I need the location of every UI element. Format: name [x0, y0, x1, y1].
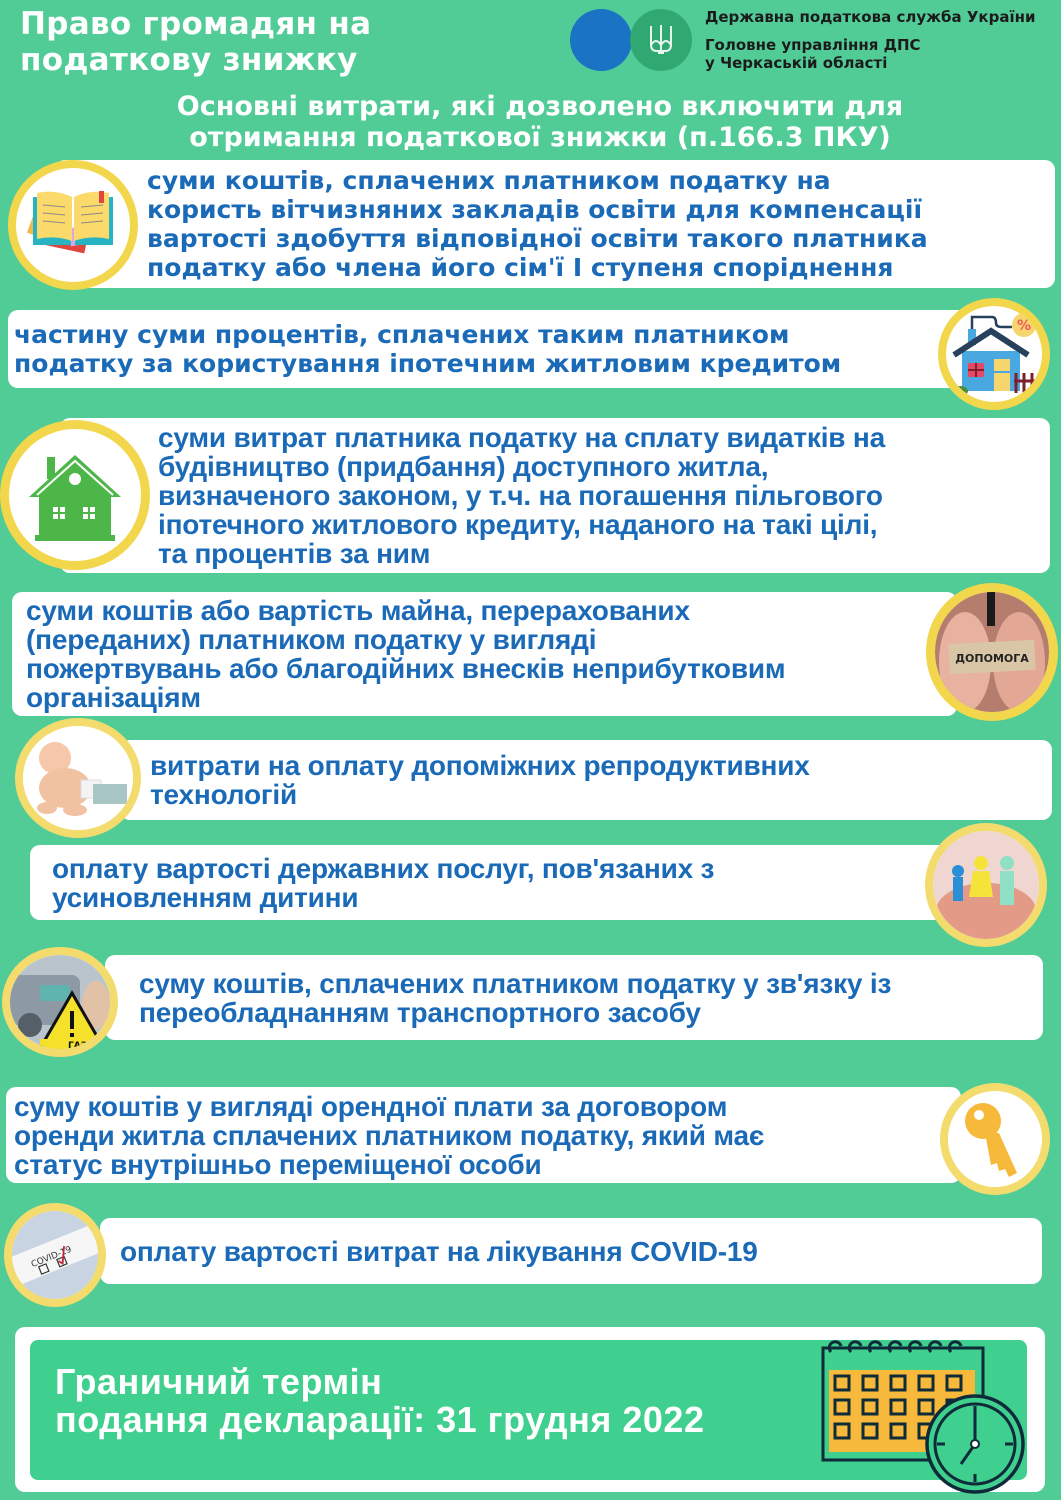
- expense-card-idp-rent: [6, 1087, 961, 1183]
- card-text: суми коштів, сплачених платником податку на користь вітчизняних закладів освіти для компенсації вартості здобуття відповідної освіти такого платника податку або члена його сім'ї I ступеня споріднення: [147, 166, 928, 282]
- card-text: суми коштів або вартість майна, перерахованих (переданих) платником податку у вигляді пожертвувань або благодійних внесків неприбутковим організаціям: [26, 595, 786, 713]
- expense-card-charity: [12, 592, 957, 716]
- gas-car-warning-icon: [2, 947, 118, 1057]
- expense-card-vehicle-conversion: [105, 955, 1043, 1040]
- green-house-icon: [0, 420, 150, 570]
- subtitle: Основні витрати, які дозволено включити для отримання податкової знижки (п.166.3 ПКУ): [176, 91, 904, 153]
- family-hands-icon: [925, 823, 1047, 947]
- card-text: частину суми процентів, сплачених таким платником податку за користування іпотечним житловим кредитом: [14, 320, 842, 378]
- org-name: Державна податкова служба України: [705, 8, 1036, 26]
- dps-logo-blue-circle: [570, 9, 632, 71]
- expense-card-affordable-housing: [60, 418, 1050, 573]
- charity-hands-icon: [926, 583, 1058, 721]
- baby-icon: [15, 718, 141, 838]
- deadline-text: Граничний термін подання декларації: 31 грудня 2022: [55, 1361, 705, 1440]
- card-text: суму коштів, сплачених платником податку у зв'язку із переобладнанням транспортного засобу: [139, 967, 892, 1028]
- title-line-2: податкову знижку: [20, 42, 358, 78]
- expense-card-reproductive-tech: [120, 740, 1052, 820]
- svg-text:COVID-19: COVID-19: [29, 1244, 74, 1271]
- expense-card-mortgage-interest: [8, 310, 968, 388]
- card-text: суму коштів у вигляді орендної плати за договором оренди житла сплачених платником податку, який має статус внутрішньо переміщеної особи: [14, 1090, 765, 1180]
- title-line-1: Право громадян на: [20, 6, 372, 42]
- card-text: витрати на оплату допоміжних репродуктивних технологій: [150, 750, 810, 810]
- mortgage-house-icon: [938, 298, 1050, 410]
- page-title: [20, 6, 540, 78]
- key-icon: [940, 1083, 1050, 1195]
- expense-card-education: [55, 160, 1055, 288]
- org-subdivision: Головне управління ДПС у Черкаській області: [705, 36, 921, 72]
- calendar-clock-icon: [815, 1328, 1035, 1498]
- books-icon: [8, 160, 138, 290]
- svg-text:ГАЗ: ГАЗ: [68, 1041, 88, 1049]
- card-text: оплату вартості державних послуг, пов'язаних з усиновленням дитини: [52, 852, 715, 913]
- card-text: оплату вартості витрат на лікування COVID-19: [120, 1235, 758, 1267]
- trident-emblem-icon: [630, 9, 692, 71]
- svg-text:ДОПОМОГА: ДОПОМОГА: [955, 652, 1029, 665]
- expense-card-covid-treatment: [100, 1218, 1042, 1284]
- svg-text:%: %: [1016, 318, 1032, 334]
- card-text: суми витрат платника податку на сплату видатків на будівництво (придбання) доступного житла, визначеного законом, у т.ч. на погашення пільгового іпотечного житлового кредиту, наданого на такі цілі, та процентів за ним: [158, 422, 885, 569]
- covid-test-icon: [4, 1203, 106, 1307]
- expense-card-adoption-services: [30, 845, 955, 920]
